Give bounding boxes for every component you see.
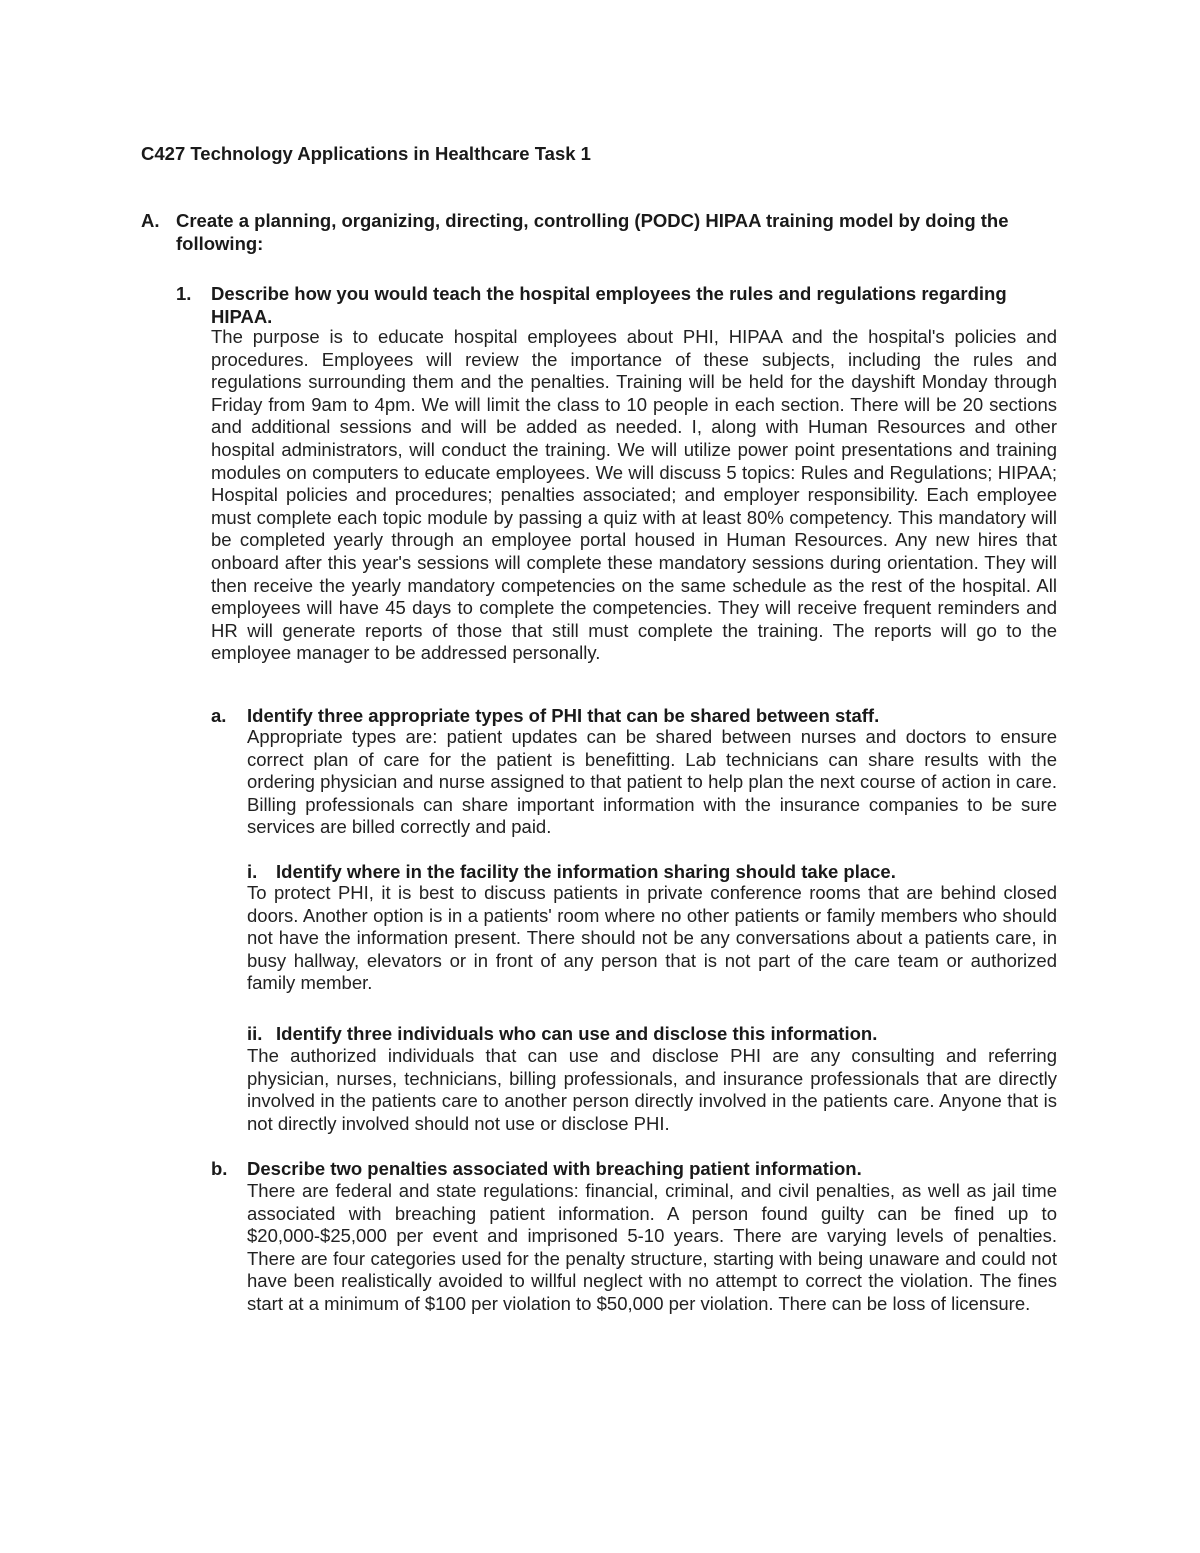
- item-1-body: The purpose is to educate hospital employees about PHI, HIPAA and the hospital's policies and procedures. Employees will review the importance of these subjects, including the rules and regulations surrounding them and the penalties. Training will be held for the dayshift Monday through Friday from 9am to 4pm. We will limit the class to 10 people in each section. There will be 20 sections and additional sessions and will be added as needed. I, along with Human Resources and other hospital administrators, will conduct the training. We will utilize power point presentations and training modules on computers to educate employees. We will discuss 5 topics: Rules and Regulations; HIPAA; Hospital policies and procedures; penalties associated; and employer responsibility. Each employee must complete each topic module by passing a quiz with at least 80% competency. This mandatory will be completed yearly through an employee portal housed in Human Resources. Any new hires that onboard after this year's sessions will complete these mandatory sessions during orientation. They will then receive the yearly mandatory competencies on the same schedule as the rest of the hospital. All employees will have 45 days to complete the competencies. They will receive frequent reminders and HR will generate reports of those that still must complete the training. The reports will go to the employee manager to be addressed personally.: [211, 326, 1057, 664]
- section-a-marker: A.: [141, 210, 160, 231]
- item-ii-marker: ii.: [247, 1023, 263, 1044]
- item-b-body: There are federal and state regulations: financial, criminal, and civil penalties, as well as jail time associated with breaching patient information. A person found guilty can be fined up to $20,000-$25,000 per event and imprisoned 5-10 years. There are varying levels of penalties. There are four categories used for the penalty structure, starting with being unaware and could not have been realistically avoided to willful neglect with no attempt to correct the violation. The fines start at a minimum of $100 per violation to $50,000 per violation. There can be loss of licensure.: [247, 1180, 1057, 1314]
- item-ii-heading: Identify three individuals who can use and disclose this information.: [276, 1023, 878, 1044]
- item-a-body: Appropriate types are: patient updates can be shared between nurses and doctors to ensure correct plan of care for the patient is benefitting. Lab technicians can share results with the ordering physician and nurse assigned to that patient to help plan the next course of action in care. Billing professionals can share important information with the insurance companies to be sure services are billed correctly and paid.: [247, 726, 1057, 838]
- item-1-heading: Describe how you would teach the hospital employees the rules and regulations regarding HIPAA.: [211, 283, 1007, 327]
- item-ii-body: The authorized individuals that can use and disclose PHI are any consulting and referring physician, nurses, technicians, billing professionals, and insurance professionals that are directly involved in the patients care to another person directly involved in the patients care. Anyone that is not directly involved should not use or disclose PHI.: [247, 1045, 1057, 1134]
- item-i-heading: Identify where in the facility the information sharing should take place.: [276, 861, 896, 882]
- item-i-marker: i.: [247, 861, 258, 882]
- item-a-heading: Identify three appropriate types of PHI that can be shared between staff.: [247, 705, 880, 726]
- item-1-marker: 1.: [176, 283, 192, 304]
- item-i-body: To protect PHI, it is best to discuss patients in private conference rooms that are behind closed doors. Another option is in a patients' room where no other patients or family members who should not have the information present. There should not be any conversations about a patients care, in busy hallway, elevators or in front of any person that is not part of the care team or authorized family member.: [247, 882, 1057, 994]
- item-b-marker: b.: [211, 1158, 228, 1179]
- document-title: C427 Technology Applications in Healthcare Task 1: [141, 143, 591, 164]
- item-b-heading: Describe two penalties associated with breaching patient information.: [247, 1158, 862, 1179]
- item-a-marker: a.: [211, 705, 227, 726]
- section-a-heading: Create a planning, organizing, directing, controlling (PODC) HIPAA training model by doing the following:: [176, 210, 1009, 254]
